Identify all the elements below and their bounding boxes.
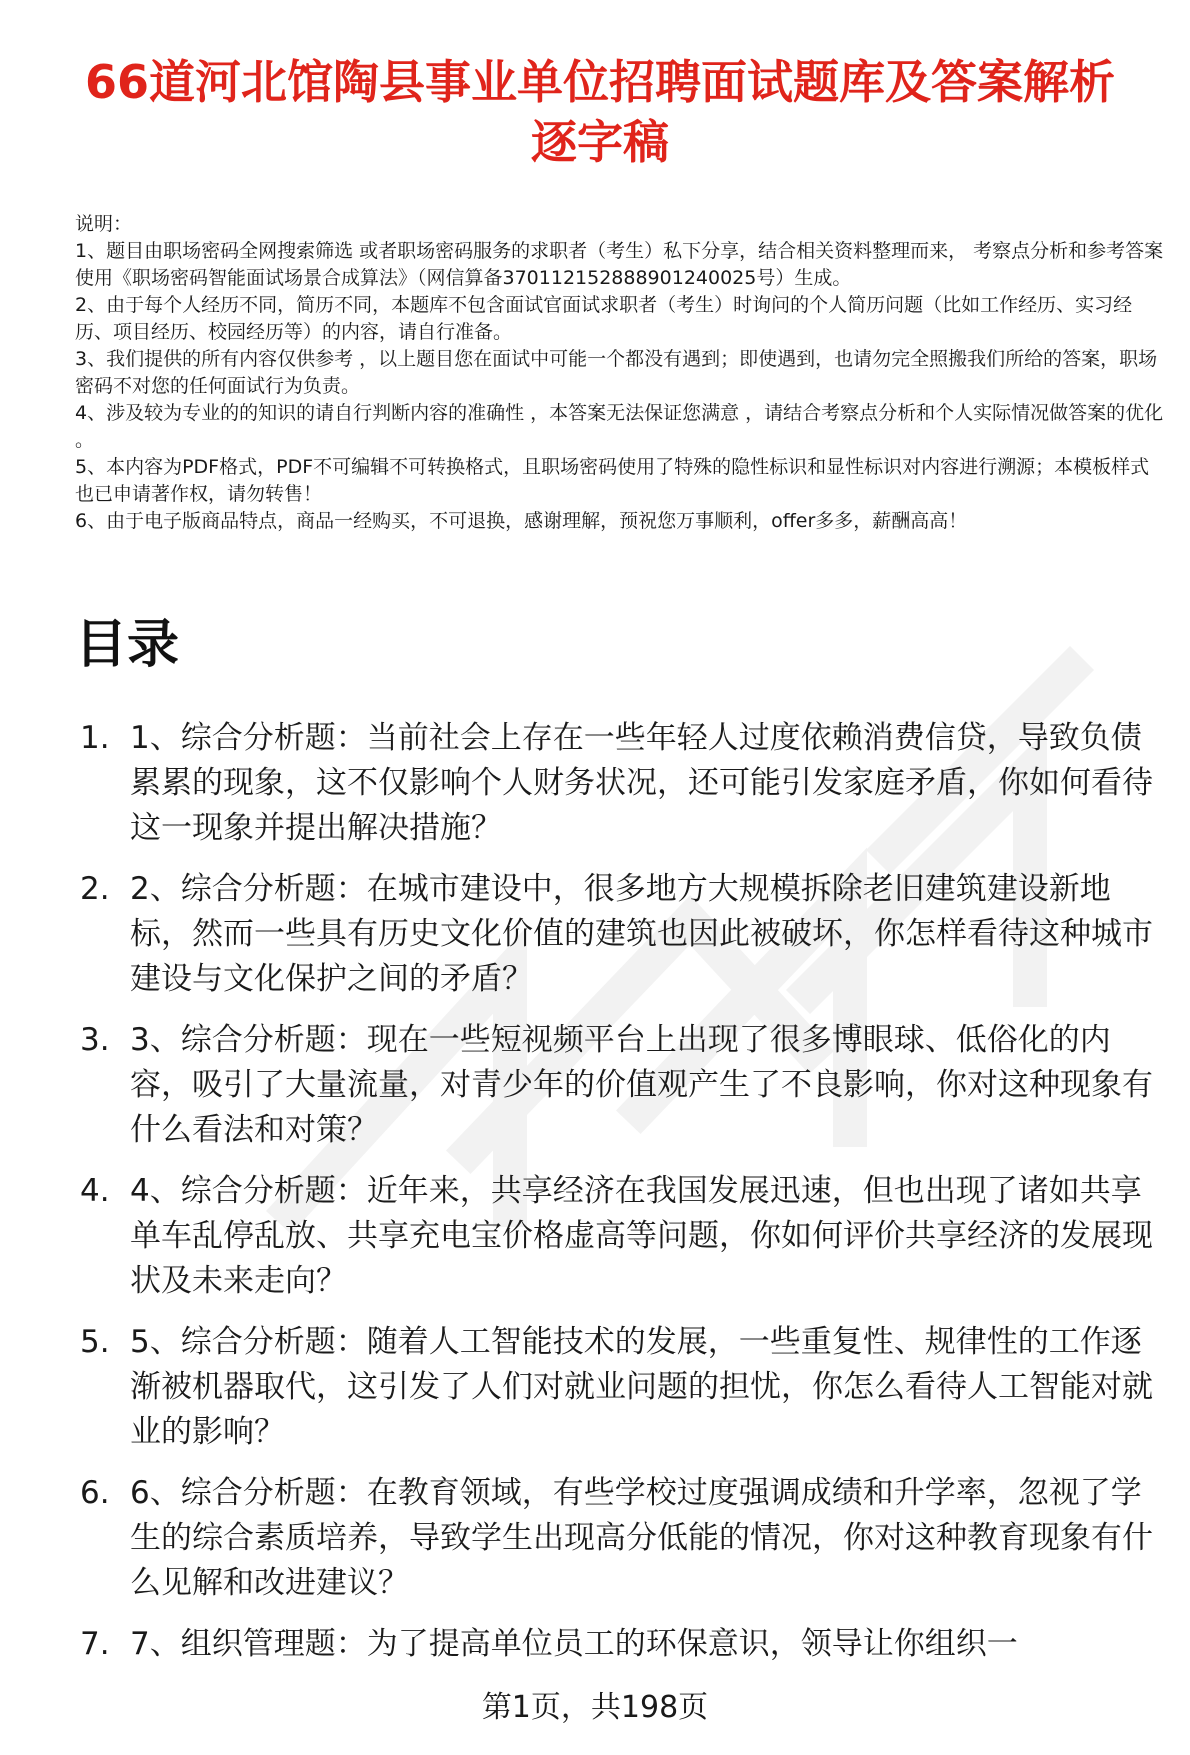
toc-item-number: 7. <box>80 1626 110 1662</box>
toc-item-number: 5. <box>80 1324 110 1360</box>
toc-item-number: 4. <box>80 1173 110 1209</box>
notes-item: 5、本内容为PDF格式，PDF不可编辑不可转换格式，且职场密码使用了特殊的隐性标识和显性标识对内容进行溯源；本模板样式也已申请著作权，请勿转售！ <box>75 456 1150 505</box>
toc-item[interactable] <box>80 867 1170 1002</box>
notes-item: 1、题目由职场密码全网搜索筛选 或者职场密码服务的求职者（考生）私下分享，结合相关资料整理而来， 考察点分析和参考答案使用《职场密码智能面试场景合成算法》（网信算备370112152888901240025号）生成。 <box>75 240 1164 289</box>
notes-item: 3、我们提供的所有内容仅供参考 ，以上题目您在面试中可能一个都没有遇到；即使遇到，也请勿完全照搬我们所给的答案，职场密码不对您的任何面试行为负责。 <box>75 348 1158 397</box>
toc-item[interactable] <box>80 1471 1170 1606</box>
notes-heading: 说明： <box>75 213 133 235</box>
page-footer: 第1页，共198页 <box>481 1690 709 1725</box>
toc-item-text[interactable]: 3、综合分析题：现在一些短视频平台上出现了很多博眼球、低俗化的内容，吸引了大量流量，对青少年的价值观产生了不良影响，你对这种现象有什么看法和对策？ <box>130 1022 1153 1148</box>
page-title: 66道河北馆陶县事业单位招聘面试题库及答案解析逐字稿 <box>84 55 1115 169</box>
toc-item-text[interactable]: 1、综合分析题：当前社会上存在一些年轻人过度依赖消费信贷，导致负债累累的现象，这不仅影响个人财务状况，还可能引发家庭矛盾，你如何看待这一现象并提出解决措施？ <box>130 720 1153 846</box>
toc-item-text[interactable]: 2、综合分析题：在城市建设中，很多地方大规模拆除老旧建筑建设新地标，然而一些具有历史文化价值的建筑也因此被破坏，你怎样看待这种城市建设与文化保护之间的矛盾？ <box>130 871 1153 997</box>
toc-item-number: 1. <box>80 720 110 756</box>
toc-heading: 目录 <box>75 615 180 675</box>
toc-item-number: 3. <box>80 1022 110 1058</box>
notes-section <box>75 211 1165 535</box>
notes-item: 2、由于每个人经历不同，简历不同，本题库不包含面试官面试求职者（考生）时询问的个人简历问题（比如工作经历、实习经历、项目经历、校园经历等）的内容，请自行准备。 <box>75 294 1133 343</box>
notes-item: 4、涉及较为专业的的知识的请自行判断内容的准确性 ，本答案无法保证您满意 ，请结合考察点分析和个人实际情况做答案的优化 。 <box>75 402 1164 451</box>
toc-item-text[interactable]: 5、综合分析题：随着人工智能技术的发展，一些重复性、规律性的工作逐渐被机器取代，这引发了人们对就业问题的担忧，你怎么看待人工智能对就业的影响？ <box>130 1324 1153 1450</box>
toc-item[interactable] <box>80 1169 1170 1304</box>
toc-item[interactable] <box>80 1018 1170 1153</box>
toc-item-text[interactable]: 7、组织管理题：为了提高单位员工的环保意识，领导让你组织一 <box>130 1626 1018 1662</box>
toc-item[interactable] <box>80 1622 1170 1667</box>
toc-item[interactable] <box>80 1320 1170 1455</box>
toc-list <box>80 716 1170 1683</box>
toc-item[interactable] <box>80 716 1170 851</box>
toc-item-text[interactable]: 6、综合分析题：在教育领域，有些学校过度强调成绩和升学率，忽视了学生的综合素质培养，导致学生出现高分低能的情况，你对这种教育现象有什么见解和改进建议？ <box>130 1475 1153 1601</box>
toc-item-number: 6. <box>80 1475 110 1511</box>
toc-item-text[interactable]: 4、综合分析题：近年来，共享经济在我国发展迅速，但也出现了诸如共享单车乱停乱放、共享充电宝价格虚高等问题，你如何评价共享经济的发展现状及未来走向？ <box>130 1173 1153 1299</box>
toc-item-number: 2. <box>80 871 110 907</box>
notes-item: 6、由于电子版商品特点，商品一经购买，不可退换，感谢理解，预祝您万事顺利，offer多多，薪酬高高！ <box>75 510 968 532</box>
